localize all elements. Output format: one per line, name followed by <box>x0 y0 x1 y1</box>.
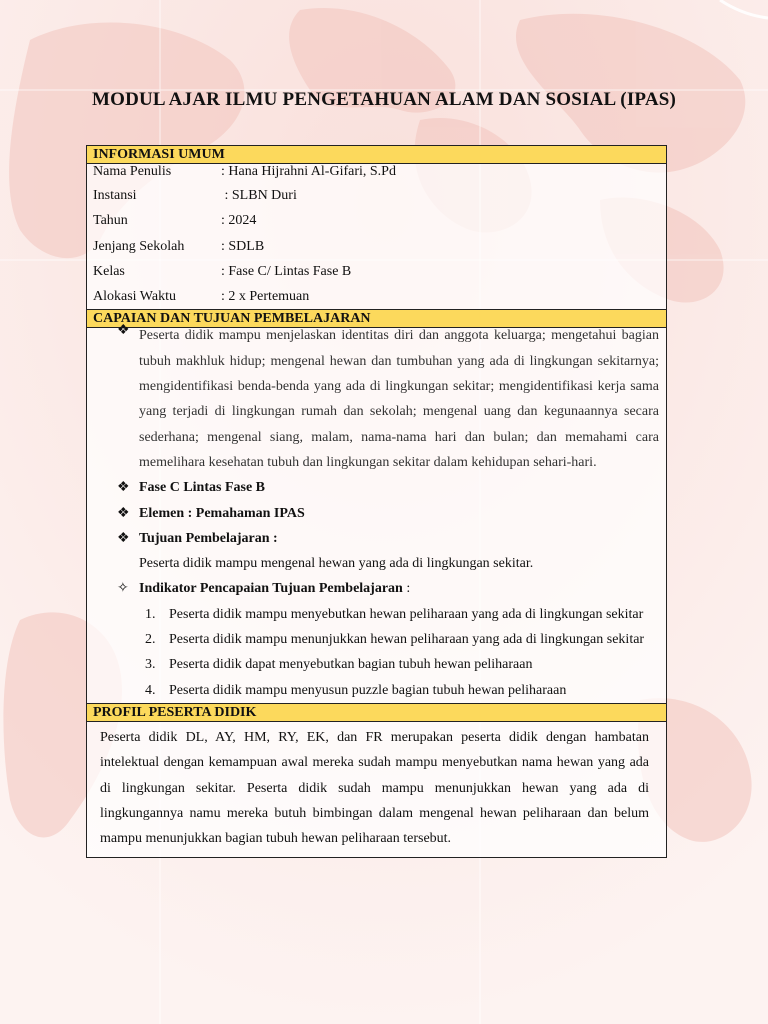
list-item-text: Peserta didik mampu menunjukkan hewan peliharaan yang ada di lingkungan sekitar <box>169 632 645 648</box>
section-header-informasi-umum: INFORMASI UMUM <box>87 146 666 164</box>
diamond-bullet-icon: ❖ <box>117 480 130 496</box>
module-table <box>86 145 667 858</box>
diamond-bullet-icon: ❖ <box>117 505 130 521</box>
section-header-capaian: CAPAIAN DAN TUJUAN PEMBELAJARAN <box>87 309 666 328</box>
fase-label: Fase C Lintas Fase B <box>139 480 265 496</box>
list-item-text: Peserta didik mampu menyusun puzzle bagian tubuh hewan peliharaan <box>169 682 567 698</box>
diamond-bullet-icon: ❖ <box>117 530 130 546</box>
info-label: Tahun <box>93 213 128 229</box>
profil-text: Peserta didik DL, AY, HM, RY, EK, dan FR merupakan peserta didik dengan hambatan intelektual dengan kemampuan awal mereka sudah mampu menyebutkan nama hewan yang ada di lingkungan sekitar. Peserta didik sudah mampu menunjukkan hewan yang ada di lingkungannya namu mereka butuh bimbingan dalam mengenal hewan peliharaan dan belum mampu menunjukkan bagian tubuh hewan peliharaan tersebut. <box>100 729 649 847</box>
list-number: 4. <box>145 682 156 698</box>
indikator-list <box>87 602 666 703</box>
info-value: : Hana Hijrahni Al-Gifari, S.Pd <box>221 164 396 179</box>
tujuan-item <box>87 526 666 577</box>
list-item <box>145 627 659 652</box>
fase-item <box>87 475 666 500</box>
list-number: 3. <box>145 657 156 673</box>
capaian-paragraph: Peserta didik mampu menjelaskan identitas diri dan anggota keluarga; mengetahui bagian tubuh makhluk hidup; mengenal hewan dan tumbuhan yang ada di lingkungan sekitarnya; mengidentifikasi benda-benda yang ada di lingkungan sekitar; mengidentifikasi kerja sama yang terjadi di lingkungan rumah dan sekolah; mengenal uang dan kegunaannya secara sederhana; mengenal siang, malam, nama-nama hari dan bulan; dan memahami cara memelihara kesehatan tubuh dan lingkungan sekitar dalam kehidupan sehari-hari. <box>139 328 659 470</box>
list-item <box>145 678 659 703</box>
indikator-colon: : <box>402 581 411 597</box>
elemen-item <box>87 501 666 526</box>
indikator-heading <box>139 576 659 601</box>
list-item <box>145 602 659 627</box>
section-header-profil: PROFIL PESERTA DIDIK <box>87 703 666 722</box>
info-value: : Fase C/ Lintas Fase B <box>221 263 352 279</box>
elemen-label: Elemen : Pemahaman IPAS <box>139 505 305 521</box>
list-number: 2. <box>145 632 156 648</box>
informasi-umum-body <box>87 164 666 309</box>
info-row-nama-penulis <box>93 164 660 183</box>
diamond-outline-bullet-icon: ✧ <box>117 581 129 597</box>
indikator-label: Indikator Pencapaian Tujuan Pembelajaran <box>139 581 403 597</box>
capaian-paragraph-block <box>87 323 666 475</box>
indikator-item <box>87 576 666 601</box>
list-number: 1. <box>145 606 156 622</box>
list-item-text: Peserta didik mampu menyebutkan hewan peliharaan yang ada di lingkungan sekitar <box>169 606 644 622</box>
diamond-bullet-icon: ❖ <box>117 323 130 339</box>
info-row-instansi <box>93 183 660 208</box>
tujuan-text: Peserta didik mampu mengenal hewan yang ada di lingkungan sekitar. <box>139 556 534 572</box>
info-row-alokasi-waktu <box>93 284 660 309</box>
document-title: MODUL AJAR ILMU PENGETAHUAN ALAM DAN SOSIAL (IPAS) <box>91 89 677 110</box>
info-value: : 2024 <box>221 213 257 229</box>
info-label: Alokasi Waktu <box>93 289 176 305</box>
tujuan-label: Tujuan Pembelajaran : <box>139 530 278 546</box>
info-label: Kelas <box>93 263 125 279</box>
info-label: Instansi <box>93 188 137 203</box>
info-row-kelas <box>93 259 660 284</box>
list-item-text: Peserta didik dapat menyebutkan bagian tubuh hewan peliharaan <box>169 657 533 673</box>
info-row-jenjang-sekolah <box>93 234 660 259</box>
capaian-body <box>87 323 666 702</box>
info-label: Nama Penulis <box>93 164 172 179</box>
info-value: : SLBN Duri <box>221 188 297 203</box>
info-label: Jenjang Sekolah <box>93 238 185 254</box>
list-item <box>145 652 659 677</box>
info-value: : 2 x Pertemuan <box>221 289 310 305</box>
info-value: : SDLB <box>221 238 265 254</box>
info-row-tahun <box>93 208 660 233</box>
